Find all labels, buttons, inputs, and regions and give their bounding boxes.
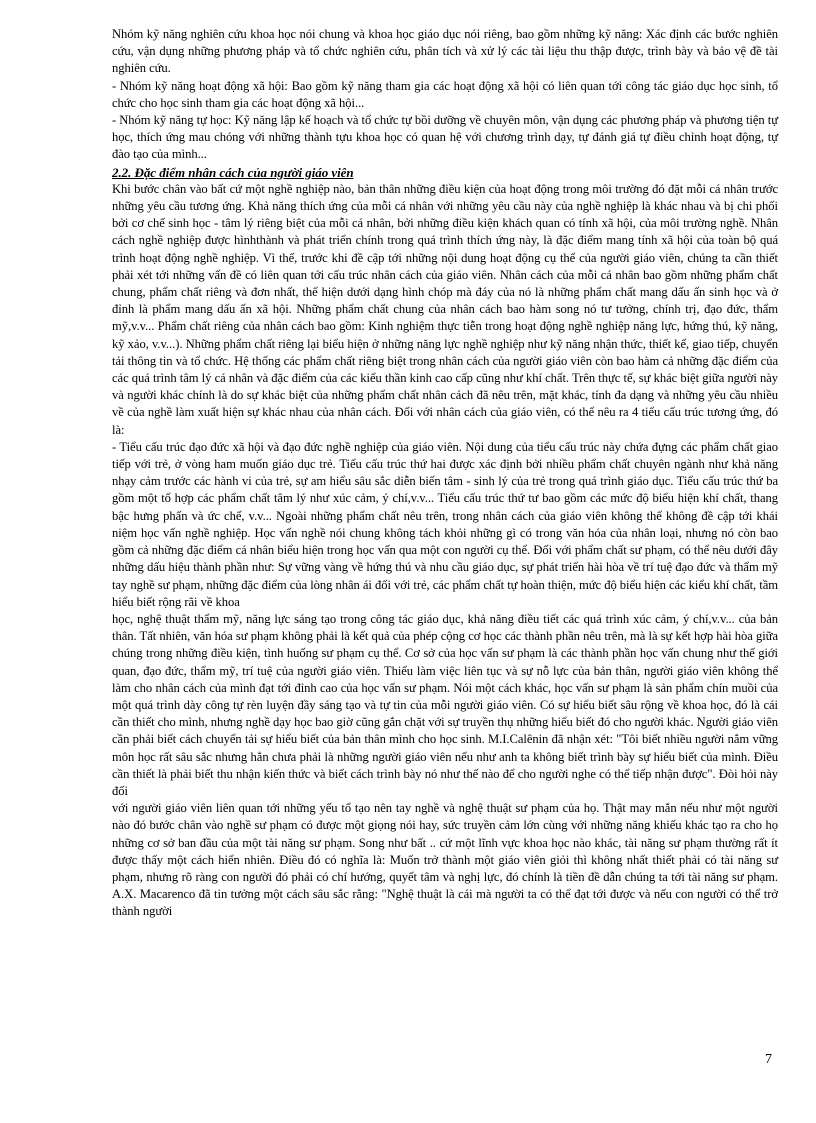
paragraph-body-4: với người giáo viên liên quan tới những yếu tố tạo nên tay nghề và nghệ thuật sư phạm của họ. Thật may mắn nếu như một người nào đó bước chân vào nghề sư phạm có được một giọng nói hay, sức truyền cảm lớn cùng với những năng khiếu khác tạo ra cho họ những cơ sở ban đầu của một tài năng sư phạm. Song như bất .. cứ một lĩnh vực khoa học nào khác, tài năng sư phạm thường rất ít được thấy một cách hiển nhiên. Điều đó có nghĩa là: Muốn trở thành một giáo viên giỏi thì không nhất thiết phải có tài năng sư phạm, nhưng rõ ràng con người đó phải có chí hướng, quyết tâm và nghị lực, đó chính là tiền đề dẫn chúng ta tới tài năng sư phạm. A.X. Macarenco đã tin tưởng một cách sâu sắc rằng: "Nghệ thuật là cái mà người ta có thể đạt tới được và nếu con người có thể trở thành người xyxy=(112,801,778,919)
paragraph-research-skills: Nhóm kỹ năng nghiên cứu khoa học nói chung và khoa học giáo dục nói riêng, bao gồm những kỹ năng: Xác định các bước nghiên cứu, vận dụng những phương pháp và tổ chức nghiên cứu, phân tích và xử lý các tài liệu thu thập được, trình bày và bảo vệ đề tài nghiên cứu. xyxy=(112,27,778,76)
paragraph-social-skills: - Nhóm kỹ năng hoạt động xã hội: Bao gồm kỹ năng tham gia các hoạt động xã hội có liên quan tới công tác giáo dục học sinh, tổ chức cho học sinh tham gia các hoạt động xã hội... xyxy=(112,78,778,110)
section-heading: 2.2. Đặc điểm nhân cách của người giáo viên xyxy=(112,164,354,180)
paragraph-self-study-skills: - Nhóm kỹ năng tự học: Kỹ năng lập kế hoạch và tổ chức tự bồi dưỡng về chuyên môn, vận dụng các phương pháp và phương tiện tự học, thích ứng mau chóng với những thành tựu khoa học có quan hệ với chương trình dạy, tự đánh giá tự điều chỉnh hoạt động, tự đào tạo của mình... xyxy=(112,113,778,162)
page-number: 7 xyxy=(765,1052,772,1067)
page-content xyxy=(112,26,778,921)
paragraph-body-2: - Tiểu cấu trúc đạo đức xã hội và đạo đức nghề nghiệp của giáo viên. Nội dung của tiểu cấu trúc này chứa đựng các phẩm chất giao tiếp với trẻ, ở vòng ham muốn giáo dục trẻ. Tiểu cấu trúc thứ hai được xác định bởi nhiều phẩm chất chuyên ngành như khả năng nhạy cảm trước các hành vi của trẻ, sự am hiểu sâu sắc diễn biến tâm - sinh lý của trẻ trong quá trình giáo dục. Tiểu cấu trúc thứ ba gồm một tổ hợp các phẩm chất tâm lý như xúc cảm, ý chí,v.v... Tiểu cấu trúc thứ tư bao gồm các mức độ biểu hiện khí chất, thang bậc hưng phấn và ức chế, v.v... Ngoài những phẩm chất nêu trên, trong nhân cách của giáo viên không thể không đề cập tới khái niệm học vấn nghề nghiệp. Học vấn nghề nói chung không tách khỏi những gì có trong văn hóa của nhân loại, nhưng nó còn bao gồm cả những đặc điểm cá nhân biểu hiện trong học vấn qua một con người cụ thể. Đối với phẩm chất sư phạm, có thể nêu dưới đây những dấu hiệu thành phần như: Sự vững vàng về hứng thú và nhu cầu giáo dục, sự phát triển hài hòa về trí tuệ đạo đức và thẩm mỹ tay nghề sư phạm, những đặc điểm của lòng nhân ái đối với trẻ, các phẩm chất tự hoàn thiện, mức độ biểu hiện các kiểu khí chất, tầm hiểu biết rộng rãi về khoa xyxy=(112,439,778,609)
paragraph-body-3: học, nghệ thuật thẩm mỹ, năng lực sáng tạo trong công tác giáo dục, khả năng điều tiết các quá trình xúc cảm, ý chí,v.v... của bản thân. Tất nhiên, văn hóa sư phạm không phải là kết quả của phép cộng cơ học các thành phần nêu trên, mà là sự kết hợp hài hòa giữa chúng trong những điều kiện, tình huống sư phạm cụ thể. Cơ sở của học vấn sư phạm là các thành phần học vấn chung như thế giới quan, đạo đức, thẩm mỹ, trí tuệ của người giáo viên. Thiếu làm việc liên tục và sự nỗ lực của bản thân, người giáo viên không thể làm cho nhân cách của mình đạt tới đỉnh cao của học vấn sư phạm. Nói một cách khác, học vấn sư phạm là sản phẩm chín muồi của một quá trình dày công tự rèn luyện đầy sáng tạo và tự tin của mỗi người giáo viên. Có sự hiểu biết sâu rộng về khoa học, đó là cái cần thiết cho mình, nhưng nghề dạy học bao giờ cũng gắn chặt với sự truyền thụ những hiểu biết đó cho người khác. Người giáo viên cần phải biết cách chuyển tải sự hiểu biết của bản thân mình cho học sinh. M.I.Calênin đã nhận xét: "Tôi biết nhiều người nắm vững môn học rất sâu sắc nhưng hẳn chưa phải là những người giáo viên nếu như anh ta không biết trình bày sự hiểu biết của mình. Điều cần thiết là phải biết thu nhận kiến thức và biết cách trình bày nó như thế nào để cho người nghe có thể tiếp nhận được". Đòi hỏi này đối xyxy=(112,611,778,798)
paragraph-body-1: Khi bước chân vào bất cứ một nghề nghiệp nào, bản thân những điều kiện của hoạt động trong môi trường đó đặt mỗi cá nhân trước những yêu cầu tương ứng. Khả năng thích ứng của mỗi cá nhân với những yêu cầu này của nghề nghiệp là khác nhau và bị chi phối bởi cơ chế sinh học - tâm lý riêng biệt của mỗi cá nhân, bởi những điều kiện khách quan có tính xã hội, của môi trường nghề. Nhân cách nghề nghiệp được hìnhthành và phát triển chính trong quá trình thích ứng này, là đặc điểm mang tính xã hội của toàn bộ quá trình hoạt động nghề nghiệp. Vì thế, trước khi đề cập tới những nội dung hoạt động cụ thể của người giáo viên, chúng ta cần thiết phải xét tới những vấn đề có liên quan tới cấu trúc nhân cách của giáo viên. Nhân cách của mỗi cá nhân bao gồm những phẩm chất chung, phẩm chất riêng và đơn nhất, thể hiện dưới dạng hình chóp mà đáy của nó là những phẩm chất mang dấu ấn sinh học và ở đỉnh là phẩm mang dấu ấn xã hội. Những phẩm chất chung của nhân cách bao hàm song nó tư tưởng, chính trị, đạo đức, thẩm mỹ,v.v... Phẩm chất riêng của nhân cách bao gồm: Kinh nghiệm thực tiễn trong hoạt động nghề nghiệp năng lực, hứng thú, kỹ năng, kỹ xảo, v.v...). Những phẩm chất riêng lại biểu hiện ở những năng lực nghề nghiệp như kỹ năng nhận thức, thiết kế, giao tiếp, chuyển tải thông tin và tổ chức. Hệ thống các phẩm chất riêng biệt trong nhân cách của người giáo viên còn bao hàm cả những đặc điểm của các quá trình tâm lý cá nhân và đặc điểm của các kiểu thần kinh cao cấp cũng như khí chất. Trên thực tế, sự khác biệt giữa người này và người khác chính là do sự khác biệt của những phẩm chất nhân cách đã nêu trên, mặt khác, tính đa dạng và những yêu cầu nhiều về của nghề làm xuất hiện sự khác nhau của nhân cách. Đối với nhân cách của giáo viên, có thể nêu ra 4 tiểu cấu trúc tương ứng, đó là: xyxy=(112,181,778,437)
